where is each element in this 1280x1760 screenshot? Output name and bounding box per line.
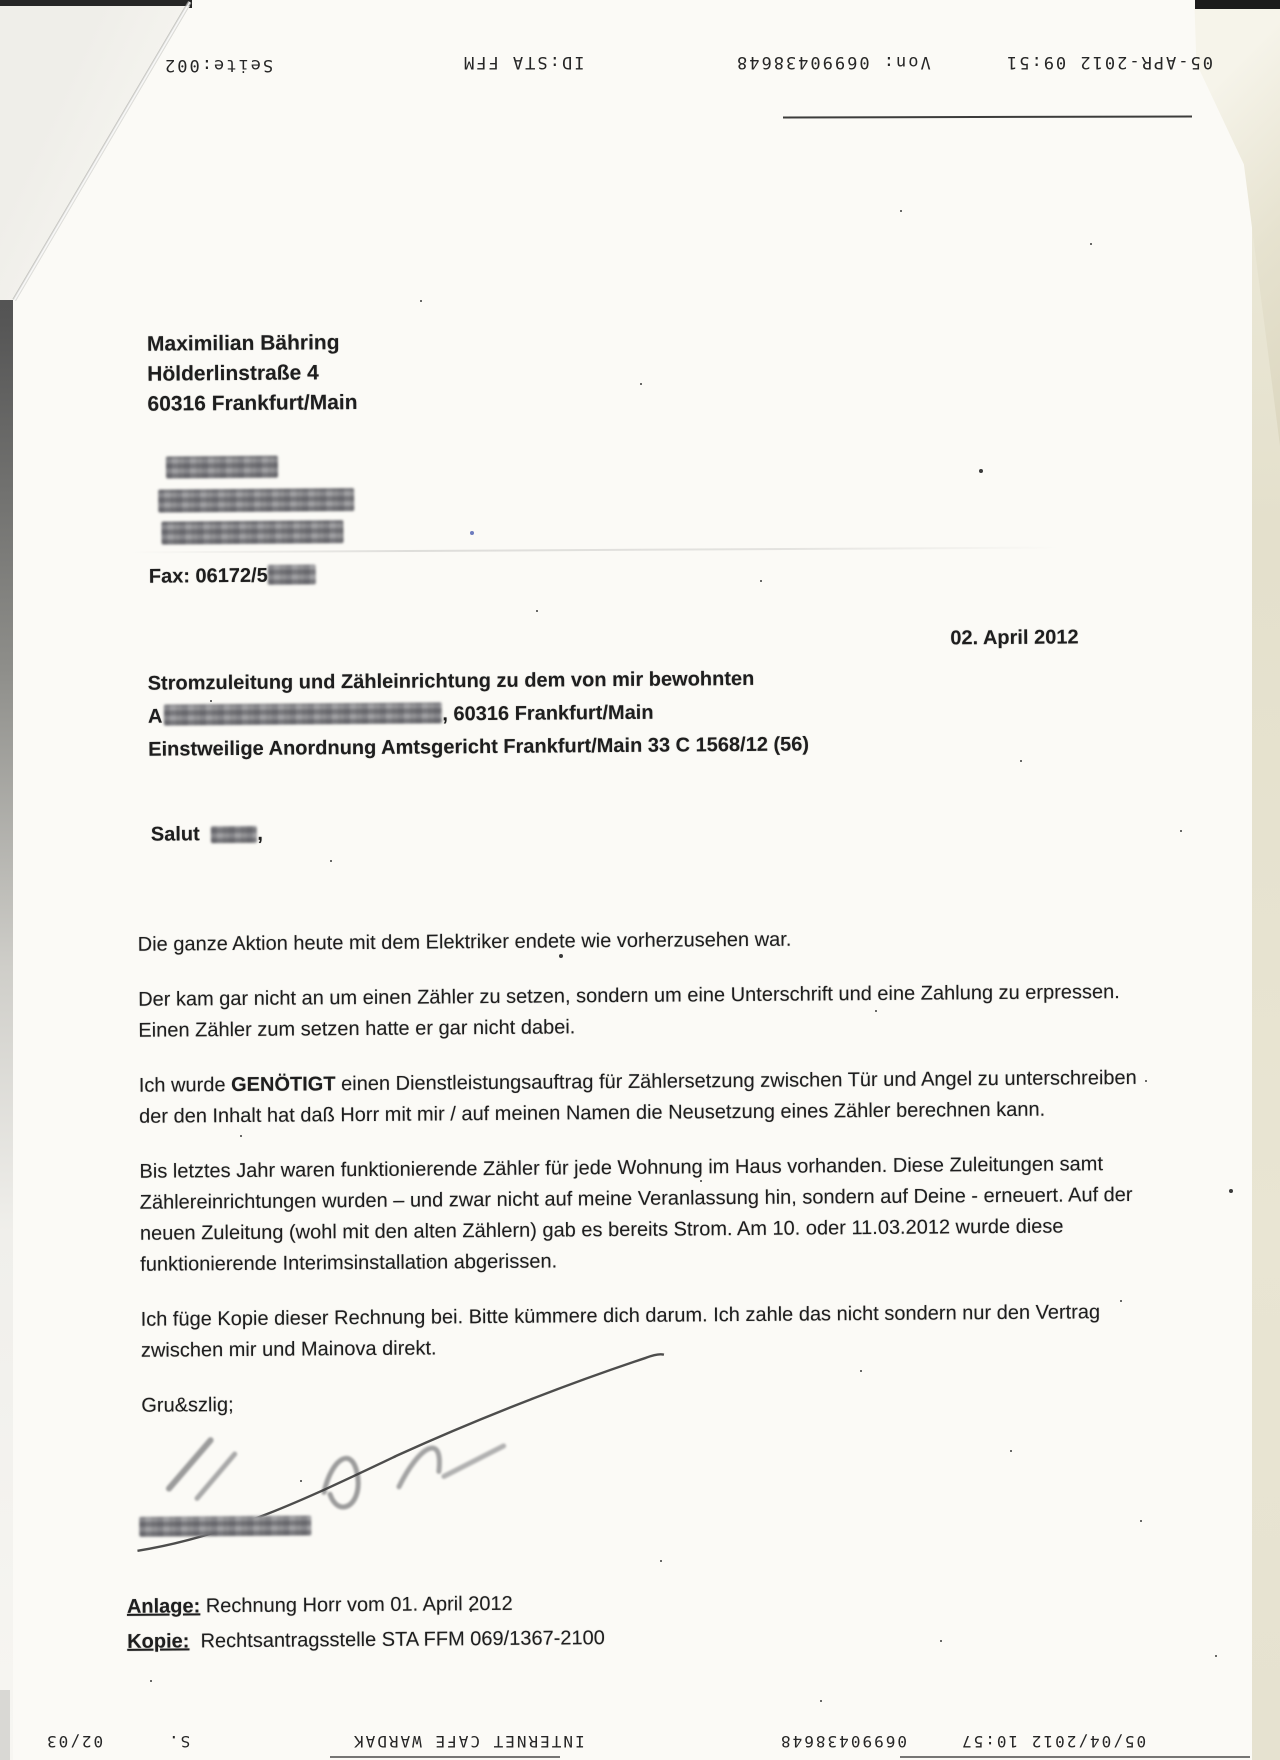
- fax-number-prefix: Fax: 06172/5: [148, 564, 268, 588]
- copy-label: Kopie:: [127, 1630, 190, 1653]
- paragraph-5: Ich füge Kopie dieser Rechnung bei. Bitte kümmere dich darum. Ich zahle das nicht sondern nur den Vertrag zwischen mir und Mainova direkt.: [140, 1301, 1101, 1362]
- closing-line: Gru&szlig;: [141, 1394, 234, 1417]
- paragraph-2: Der kam gar nicht an um einen Zähler zu setzen, sondern um eine Unterschrift und eine Zahlung zu erpressen. Einen Zähler zum setzen hatte er gar nicht dabei.: [138, 981, 1120, 1042]
- enclosure-text: Rechnung Horr vom 01. April 2012: [205, 1592, 513, 1618]
- redacted-recipient-name: [166, 456, 278, 479]
- sender-city: 60316 Frankfurt/Main: [147, 391, 358, 416]
- scan-noise-dots: [0, 0, 2, 2]
- fax-footer-rule-right: [900, 1756, 1250, 1758]
- fax-footer-rule-left: [330, 1756, 560, 1758]
- copy-text: Rechtsantragsstelle STA FFM 069/1367-2100: [200, 1627, 605, 1653]
- sender-street: Hölderlinstraße 4: [147, 361, 319, 386]
- fax-header-page: Seite:002: [163, 55, 274, 75]
- redacted-recipient-street: [158, 488, 354, 513]
- fax-header-timestamp: 05-APR-2012 09:51: [1005, 52, 1213, 72]
- paragraph-3-emphasis: GENÖTIGT: [230, 1073, 336, 1097]
- redacted-apartment-address: [164, 702, 442, 725]
- fax-footer-page-prefix: S.: [167, 1732, 191, 1751]
- fax-footer-station: INTERNET CAFE WARDAK: [352, 1732, 585, 1751]
- fax-footer-page: 02/03: [45, 1732, 104, 1751]
- salutation-word: Salut: [150, 823, 200, 846]
- paragraph-1: Die ganze Aktion heute mit dem Elektriker endete wie vorherzusehen war.: [137, 928, 792, 956]
- subject-line-1: Stromzuleitung und Zähleinrichtung zu dem von mir bewohnten: [147, 667, 755, 695]
- paragraph-3-pre: Ich wurde: [138, 1074, 232, 1097]
- sender-name: Maximilian Bähring: [146, 331, 340, 356]
- redacted-recipient-city: [161, 520, 343, 544]
- paragraph-3-post: einen Dienstleistungsauftrag für Zählersetzung zwischen Tür und Angel zu unterschreiben der den Inhalt hat daß Horr mit mir / auf meinen Namen die Neusetzung eines Zähler berechnen kann.: [138, 1066, 1137, 1128]
- paragraph-4: Bis letztes Jahr waren funktionierende Zähler für jede Wohnung im Haus vorhanden. Diese Zuleitungen samt Zählereinrichtungen wurden – und zwar nicht auf meine Veranlassung hin, sondern auf Deine - erneuert. Auf der neuen Zuleitung (wohl mit den alten Zählern) gab es bereits Strom. Am 10. oder 11.03.2012 wurde diese funktionierende Interimsinstallation abgerissen.: [139, 1153, 1133, 1276]
- copy-line: [127, 1621, 605, 1660]
- salutation: [151, 823, 263, 847]
- paragraph-3: [139, 1063, 1139, 1133]
- redacted-recipient-firstname: [211, 826, 257, 843]
- redacted-fax-digits: [268, 564, 316, 584]
- annex-block: [127, 1586, 605, 1660]
- handwritten-signature: [98, 1324, 800, 1579]
- salutation-comma: ,: [257, 822, 263, 845]
- fax-header-from: Von: 06990438648: [735, 52, 931, 72]
- subject-block: [148, 661, 1049, 767]
- subject-line-2-suffix: , 60316 Frankfurt/Main: [442, 701, 654, 726]
- redacted-signature-name: [139, 1515, 311, 1536]
- fax-header-station-id: ID:STA FFM: [462, 52, 585, 72]
- fax-footer-number: 06990438648: [779, 1732, 907, 1751]
- sender-address: [147, 328, 358, 420]
- subject-line-3: Einstweilige Anordnung Amtsgericht Frankfurt/Main 33 C 1568/12 (56): [148, 733, 810, 761]
- subject-line-2-prefix: A: [147, 705, 163, 728]
- enclosure-label: Anlage:: [126, 1595, 201, 1618]
- fax-footer-timestamp: 05/04/2012 10:57: [960, 1732, 1147, 1751]
- enclosure-line: [127, 1586, 605, 1625]
- fax-number-line: [149, 564, 316, 588]
- letter-date: 02. April 2012: [950, 626, 1079, 650]
